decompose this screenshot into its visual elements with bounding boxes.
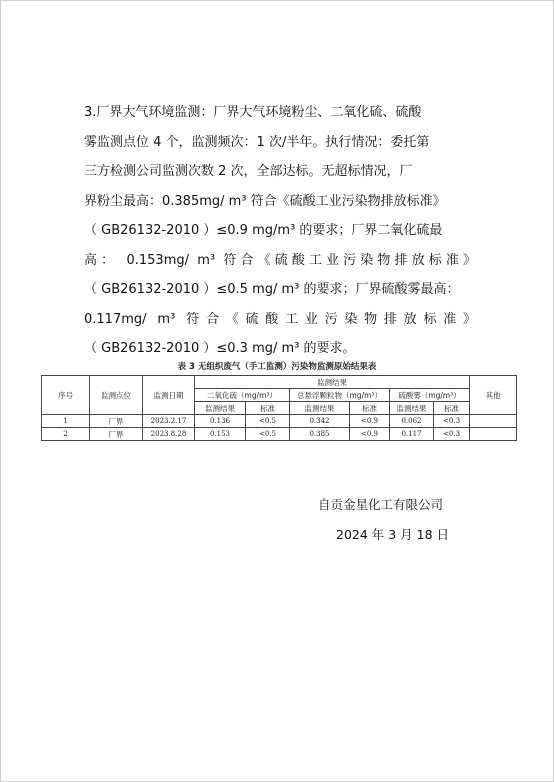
header-results: 监测结果 [195, 376, 470, 389]
paragraph-line: （ GB26132-2010 ）≤0.5 mg/ m³ 的要求；厂界硫酸雾最高： [84, 282, 460, 297]
cell-so2-std: <0.5 [246, 415, 290, 428]
company-name: 自贡金星化工有限公司 [318, 497, 444, 512]
header-mist-standard: 标准 [434, 402, 470, 415]
cell-tsp: 0.385 [290, 428, 350, 441]
cell-mist-std: <0.3 [434, 428, 470, 441]
header-acid-mist: 硫酸雾（mg/m³） [390, 389, 470, 402]
header-mist-result: 监测结果 [390, 402, 434, 415]
table-row [42, 428, 517, 441]
paragraph-line: 3.厂界大气环境监测：厂界大气环境粉尘、二氧化硫、硫酸 [84, 105, 422, 120]
paragraph-line: 雾监测点位 4 个，监测频次：1 次/半年。执行情况：委托第 [84, 134, 430, 150]
header-point: 监测点位 [90, 376, 143, 415]
header-tsp-standard: 标准 [350, 402, 390, 415]
signature-date: 2024 年 3 月 18 日 [336, 527, 450, 542]
cell-point: 厂界 [90, 428, 143, 441]
cell-point: 厂界 [90, 415, 143, 428]
cell-mist-std: <0.3 [434, 415, 470, 428]
cell-date: 2023.2.17 [143, 415, 195, 428]
table-row [42, 415, 517, 428]
cell-so2-std: <0.5 [246, 428, 290, 441]
cell-seq: 2 [42, 428, 90, 441]
cell-mist: 0.117 [390, 428, 434, 441]
cell-other [470, 415, 517, 428]
header-so2: 二氧化硫（mg/m³） [195, 389, 290, 402]
cell-tsp-std: <0.9 [350, 428, 390, 441]
cell-so2: 0.136 [195, 415, 246, 428]
paragraph-line: （ GB26132-2010 ）≤0.9 mg/m³ 的要求；厂界二氧化硫最 [84, 223, 443, 238]
paragraph-line: 三方检测公司监测次数 2 次，全部达标。无超标情况，厂 [84, 164, 413, 179]
header-so2-result: 监测结果 [195, 402, 246, 415]
cell-other [470, 428, 517, 441]
header-other: 其他 [470, 376, 517, 415]
header-seq: 序号 [42, 376, 90, 415]
paragraph-line: 界粉尘最高：0.385mg/ m³ 符合《硫酸工业污染物排放标准》 [84, 193, 446, 209]
cell-mist: 0.062 [390, 415, 434, 428]
header-tsp: 总悬浮颗粒物（mg/m³） [290, 389, 390, 402]
cell-seq: 1 [42, 415, 90, 428]
paragraph-line: （ GB26132-2010 ）≤0.3 mg/ m³ 的要求。 [84, 341, 356, 356]
monitoring-results-table [41, 375, 517, 441]
cell-date: 2023.8.28 [143, 428, 195, 441]
header-date: 监测日期 [143, 376, 195, 415]
cell-tsp-std: <0.9 [350, 415, 390, 428]
header-tsp-result: 监测结果 [290, 402, 350, 415]
paragraph-line: 0.117mg/ m³ 符合《硫酸工业污染物排放标准》 [84, 311, 476, 327]
body-paragraph [84, 98, 476, 364]
paragraph-line: 高： 0.153mg/ m³ 符合《硫酸工业污染物排放标准》 [84, 252, 476, 268]
cell-tsp: 0.342 [290, 415, 350, 428]
cell-so2: 0.153 [195, 428, 246, 441]
table-caption: 表 3 无组织废气（手工监测）污染物监测原始结果表 [177, 362, 377, 372]
header-so2-standard: 标准 [246, 402, 290, 415]
